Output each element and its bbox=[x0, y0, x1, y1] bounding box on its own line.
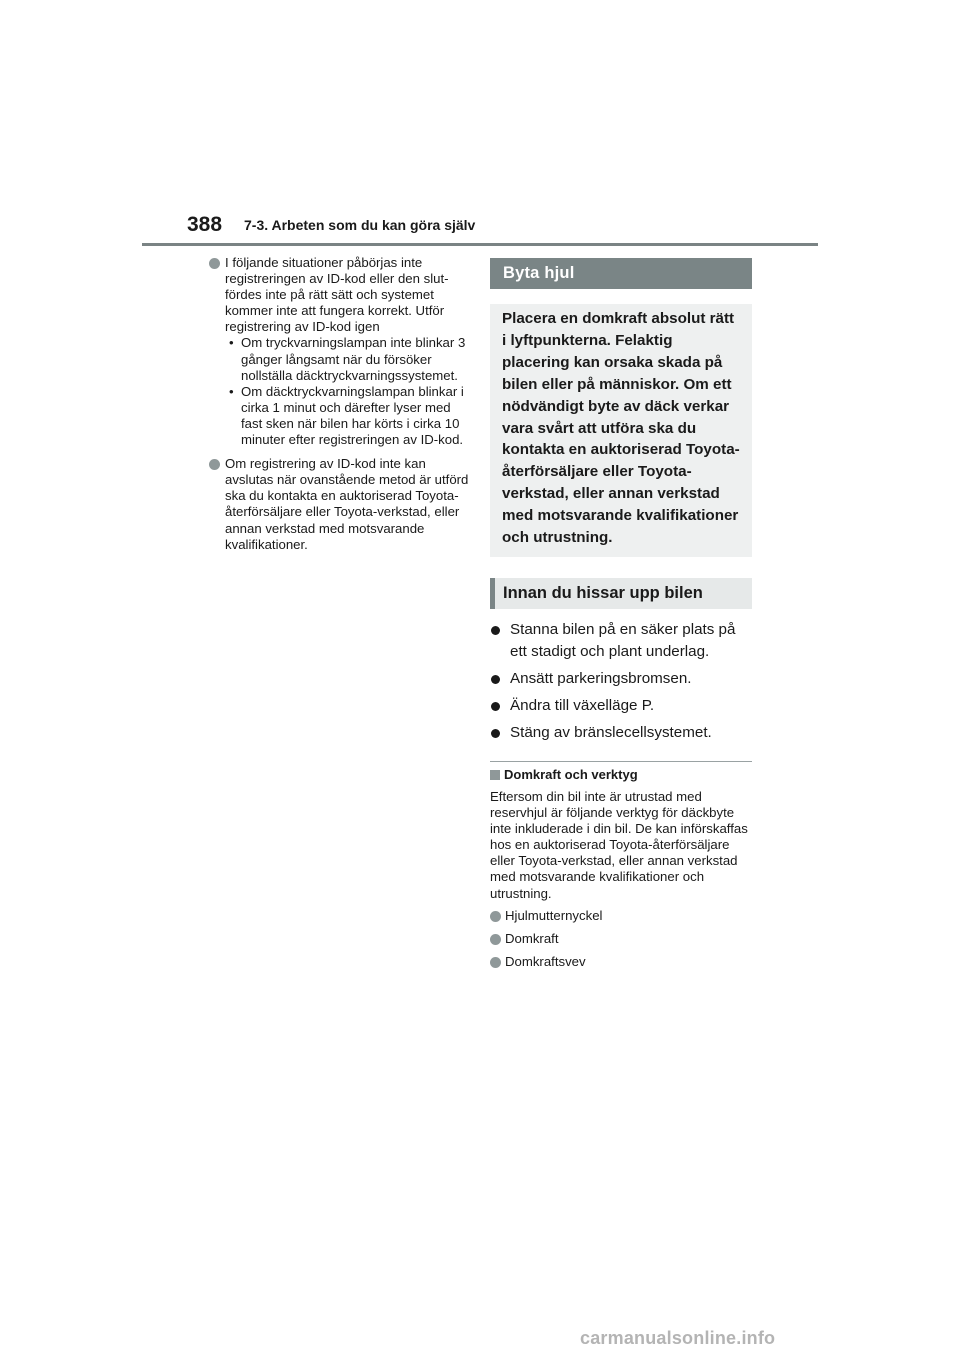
info-bullet-text: I följande situationer påbörjas inte registreringen av ID-kod eller den slutfördes inte på rätt sätt och systemet kommer inte att fungera korrekt. Utför registrering av ID-kod igen bbox=[225, 255, 449, 335]
checklist-item bbox=[490, 668, 752, 690]
tools-heading bbox=[490, 767, 752, 783]
section-heading: 7-3. Arbeten som du kan göra själv bbox=[244, 217, 476, 233]
subsection-title-before-lifting: Innan du hissar upp bilen bbox=[490, 578, 752, 609]
bullet-dot-icon bbox=[491, 626, 500, 635]
tool-list bbox=[490, 908, 752, 970]
page-number: 388 bbox=[187, 213, 223, 236]
preparation-checklist bbox=[490, 619, 752, 744]
sub-bullet-text: Om tryckvarningslampan inte blinkar 3 gånger långsamt när du försöker nollställa däcktryckvarningssystemet. bbox=[241, 335, 466, 383]
bullet-dot-icon bbox=[490, 911, 501, 922]
square-bullet-icon bbox=[490, 770, 500, 780]
bullet-dot-icon bbox=[491, 702, 500, 711]
section-title-byta-hjul: Byta hjul bbox=[490, 258, 752, 289]
sub-bullet-item bbox=[225, 335, 471, 383]
warning-box: Placera en domkraft absolut rätt i lyftpunkterna. Felaktig placering kan orsaka skada på bilen eller på människor. Om ett nödvändigt byte av däck verkar vara svårt att utföra ska du kontakta en auktoriserad Toyota-återförsäljare eller Toyota-verkstad, eller annan verkstad med motsvarande kvalifikationer och utrustning. bbox=[490, 304, 752, 557]
sub-bullet-text: Om däcktryckvarningslampan blinkar i cirka 1 minut och därefter lyser med fast sken när bilen har körts i cirka 10 minuter efter registreringen av ID-kod. bbox=[241, 383, 464, 448]
sub-bullet-item bbox=[225, 384, 471, 448]
checklist-text: Stäng av bränslecellsystemet. bbox=[510, 723, 712, 741]
sub-bullet-dot-icon: • bbox=[229, 383, 234, 399]
header-divider bbox=[142, 243, 818, 246]
checklist-text: Stanna bilen på en säker plats på ett stadigt och plant underlag. bbox=[510, 620, 736, 660]
info-bullet-text: Om registrering av ID-kod inte kan avslutas när ovanstående metod är utförd ska du kontakta en auktoriserad Toyota-återförsäljare eller Toyota-verkstad, eller annan verkstad med motsvarande kvalifikationer. bbox=[225, 456, 469, 552]
bullet-dot-icon bbox=[491, 729, 500, 738]
bullet-dot-icon bbox=[209, 258, 220, 269]
sub-bullet-dot-icon: • bbox=[229, 335, 234, 351]
checklist-item bbox=[490, 619, 752, 663]
tool-item bbox=[490, 931, 752, 947]
info-bullet-contact-dealer bbox=[209, 456, 471, 553]
tool-item bbox=[490, 908, 752, 924]
bullet-dot-icon bbox=[490, 957, 501, 968]
right-column bbox=[490, 258, 752, 977]
watermark-link[interactable]: carmanualsonline.info bbox=[580, 1328, 776, 1348]
checklist-text: Ändra till växelläge P. bbox=[510, 696, 655, 714]
bullet-dot-icon bbox=[209, 459, 220, 470]
tools-description: Eftersom din bil inte är utrustad med reservhjul är följande verktyg för däckbyte inte inkluderade i din bil. De kan införskaffas hos en auktoriserad Toyota-återförsäljare eller Toyota-verkstad, eller annan verkstad med motsvarande kvalifikationer och utrustning. bbox=[490, 788, 748, 901]
section-divider bbox=[490, 761, 752, 762]
tools-heading-text: Domkraft och verktyg bbox=[504, 766, 638, 782]
checklist-item bbox=[490, 695, 752, 717]
left-column bbox=[209, 255, 471, 561]
tool-item bbox=[490, 954, 752, 970]
bullet-dot-icon bbox=[490, 934, 501, 945]
sub-bullet-list bbox=[225, 335, 471, 448]
tool-text: Domkraftsvev bbox=[505, 953, 586, 969]
info-bullet-id-registration bbox=[209, 255, 471, 448]
checklist-text: Ansätt parkeringsbromsen. bbox=[510, 669, 692, 687]
tool-text: Hjulmutternyckel bbox=[505, 907, 603, 923]
checklist-item bbox=[490, 722, 752, 744]
tool-text: Domkraft bbox=[505, 930, 559, 946]
bullet-dot-icon bbox=[491, 675, 500, 684]
